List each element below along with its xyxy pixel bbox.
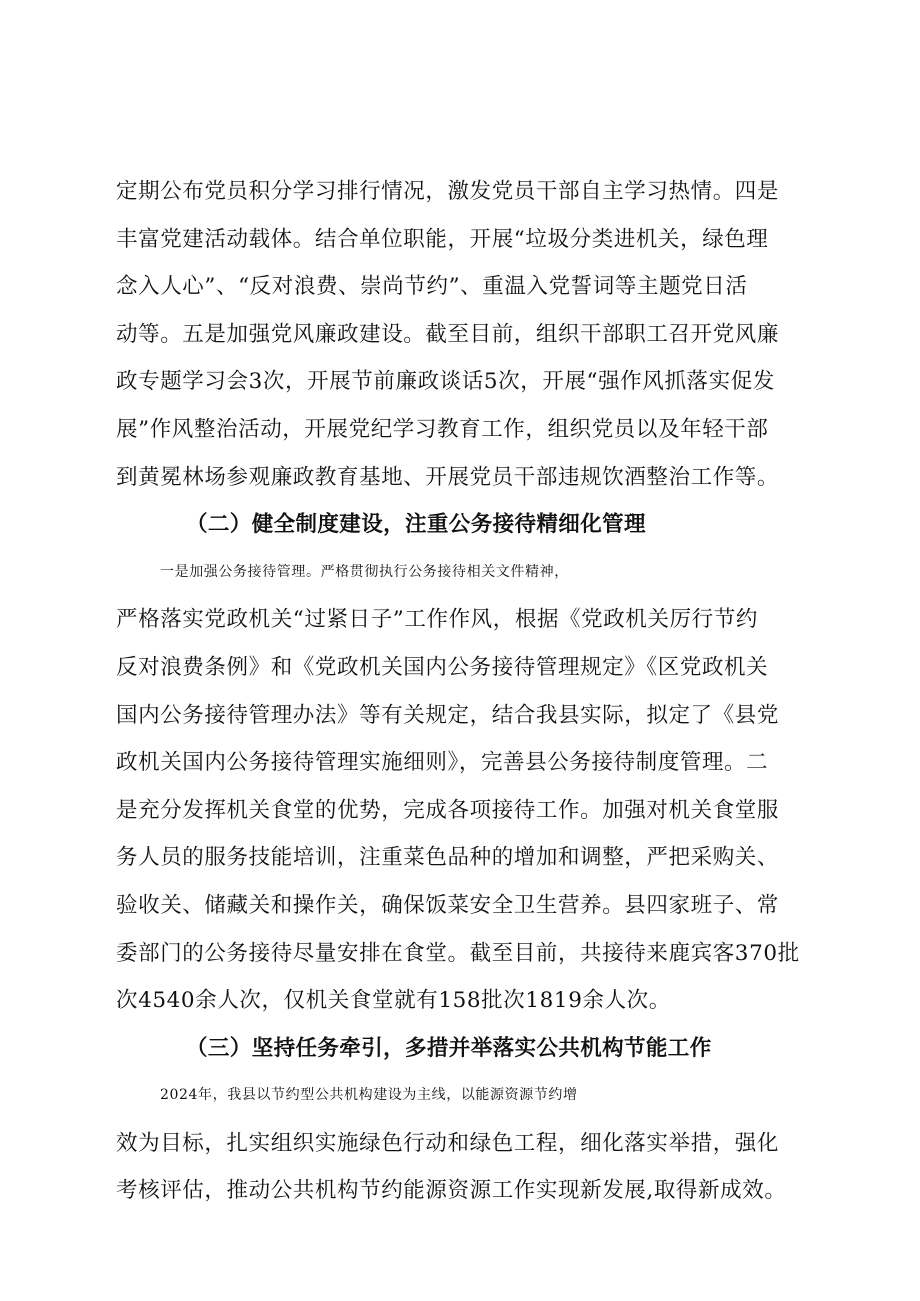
text-line: 反对浪费条例》和《党政机关国内公务接待管理规定》《区党政机关 xyxy=(116,654,769,680)
text-line: 到黄冕林场参观廉政教育基地、开展党员干部违规饮酒整治工作等。 xyxy=(116,464,780,490)
text-line: 国内公务接待管理办法》等有关规定，结合我县实际，拟定了《县党 xyxy=(116,702,780,728)
text-line: 政机关国内公务接待管理实施细则》，完善县公务接待制度管理。二 xyxy=(116,750,769,776)
text-line: 务人员的服务技能培训，注重菜色品种的增加和调整，严把采购关、 xyxy=(116,845,780,871)
text-line: 考核评估，推动公共机构节约能源资源工作实现新发展,取得新成效。 xyxy=(116,1178,787,1204)
text-line: 政专题学习会3次，开展节前廉政谈话5次，开展“强作风抓落实促发 xyxy=(116,369,775,395)
document-body xyxy=(116,168,822,1215)
text-line: 次4540余人次，仅机关食堂就有158批次1819余人次。 xyxy=(116,988,671,1014)
text-line: 是充分发挥机关食堂的优势，完成各项接待工作。加强对机关食堂服 xyxy=(116,797,780,823)
text-line: 效为目标，扎实组织实施绿色行动和绿色工程，细化落实举措，强化 xyxy=(116,1130,780,1156)
text-line: 定期公布党员积分学习排行情况，激发党员干部自主学习热情。四是 xyxy=(116,179,780,204)
text-line: 验收关、储藏关和操作关，确保饭菜安全卫生营养。县四家班子、常 xyxy=(116,892,780,918)
intro-paragraph xyxy=(116,168,822,501)
text-line: 一是加强公务接待管理。严格贯彻执行公务接待相关文件精神， xyxy=(160,563,569,580)
text-line: 委部门的公务接待尽量安排在食堂。截至目前，共接待来鹿宾客370批 xyxy=(116,940,800,966)
text-line: 展”作风整治活动，开展党纪学习教育工作，组织党员以及年轻干部 xyxy=(116,416,769,442)
section-heading-2: （二）健全制度建设，注重公务接待精细化管理 xyxy=(186,512,646,538)
text-line: 念入人心”、“反对浪费、崇尚节约”、重温入党誓词等主题党日活 xyxy=(116,274,748,300)
section-3-paragraph xyxy=(116,1072,822,1215)
text-line: 动等。五是加强党风廉政建设。截至目前，组织干部职工召开党风廉 xyxy=(116,321,780,347)
section-2-paragraph xyxy=(116,549,822,1025)
text-line: 严格落实党政机关“过紧日子”工作作风，根据《党政机关厉行节约 xyxy=(116,607,758,633)
section-heading-3: （三）坚持任务牵引，多措并举落实公共机构节能工作 xyxy=(186,1035,712,1061)
text-line: 2024年，我县以节约型公共机构建设为主线，以能源资源节约增 xyxy=(160,1087,578,1104)
text-line: 丰富党建活动载体。结合单位职能，开展“垃圾分类进机关，绿色理 xyxy=(116,226,769,252)
